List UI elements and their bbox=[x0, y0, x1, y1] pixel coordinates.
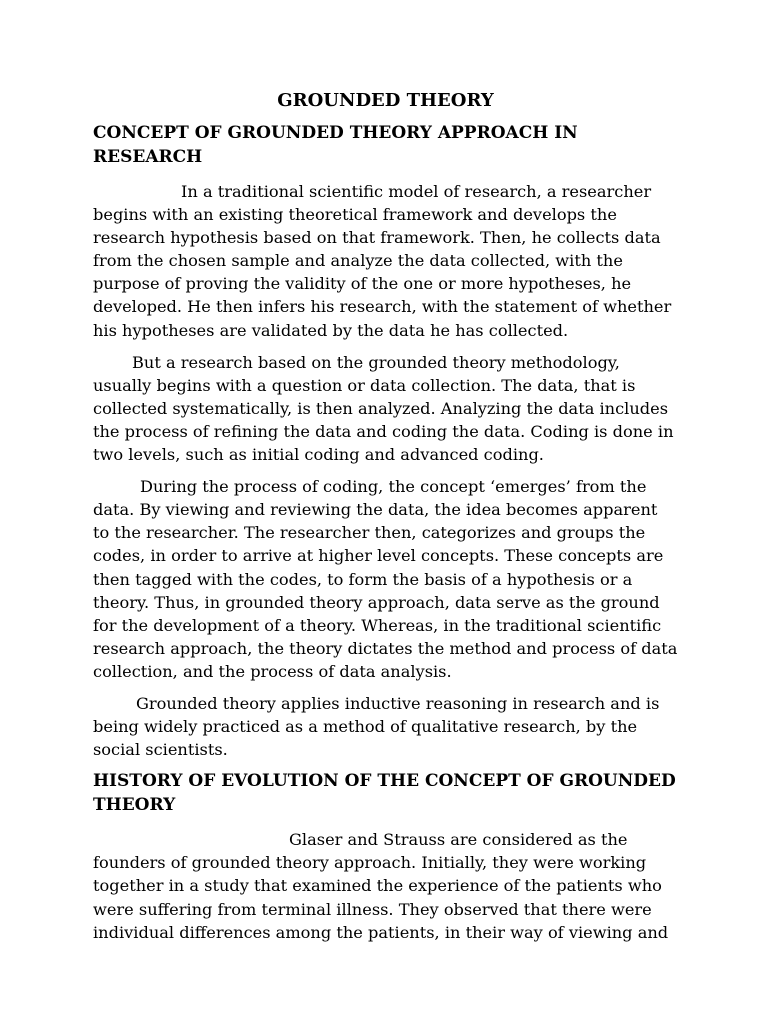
paragraph-coding-process: During the process of coding, the concept ‘emerges’ from the data. By viewing and reviewing the data, the idea becomes apparent to the researcher. The researcher then, categorizes and groups the codes, in order to arrive at higher level concepts. These concepts are then tagged with the codes, to form the basis of a hypothesis or a theory. Thus, in grounded theory approach, data serve as the ground for the development of a theory. Whereas, in the traditional scientific research approach, the theory dictates the method and process of data collection, and the process of data analysis. bbox=[93, 477, 678, 681]
paragraph-inductive-reasoning: Grounded theory applies inductive reasoning in research and is being widely practiced as a method of qualitative research, by the social scientists. bbox=[93, 693, 660, 760]
paragraph-glaser-strauss: Glaser and Strauss are considered as the founders of grounded theory approach. Initially, they were working together in a study that examined the experience of the patients who were suffering from terminal illness. They observed that there were individual differences among the patients, in their way of viewing and bbox=[93, 830, 669, 942]
paragraph-traditional-model: In a traditional scientific model of research, a researcher begins with an existing theoretical framework and develops the research hypothesis based on that framework. Then, he collects data from the chosen sample and analyze the data collected, with the purpose of proving the validity of the one or more hypotheses, he developed. He then infers his research, with the statement of whether his hypotheses are validated by the data he has collected. bbox=[93, 182, 672, 340]
document-title: GROUNDED THEORY bbox=[277, 90, 494, 111]
section-heading-history: HISTORY OF EVOLUTION OF THE CONCEPT OF GROUNDED THEORY bbox=[93, 771, 676, 815]
document-page bbox=[93, 88, 678, 953]
paragraph-grounded-methodology: But a research based on the grounded theory methodology, usually begins with a question or data collection. The data, that is collected systematically, is then analyzed. Analyzing the data includes the process of refining the data and coding the data. Coding is done in two levels, such as initial coding and advanced coding. bbox=[93, 352, 674, 465]
section-heading-concept: CONCEPT OF GROUNDED THEORY APPROACH IN RESEARCH bbox=[93, 123, 578, 167]
